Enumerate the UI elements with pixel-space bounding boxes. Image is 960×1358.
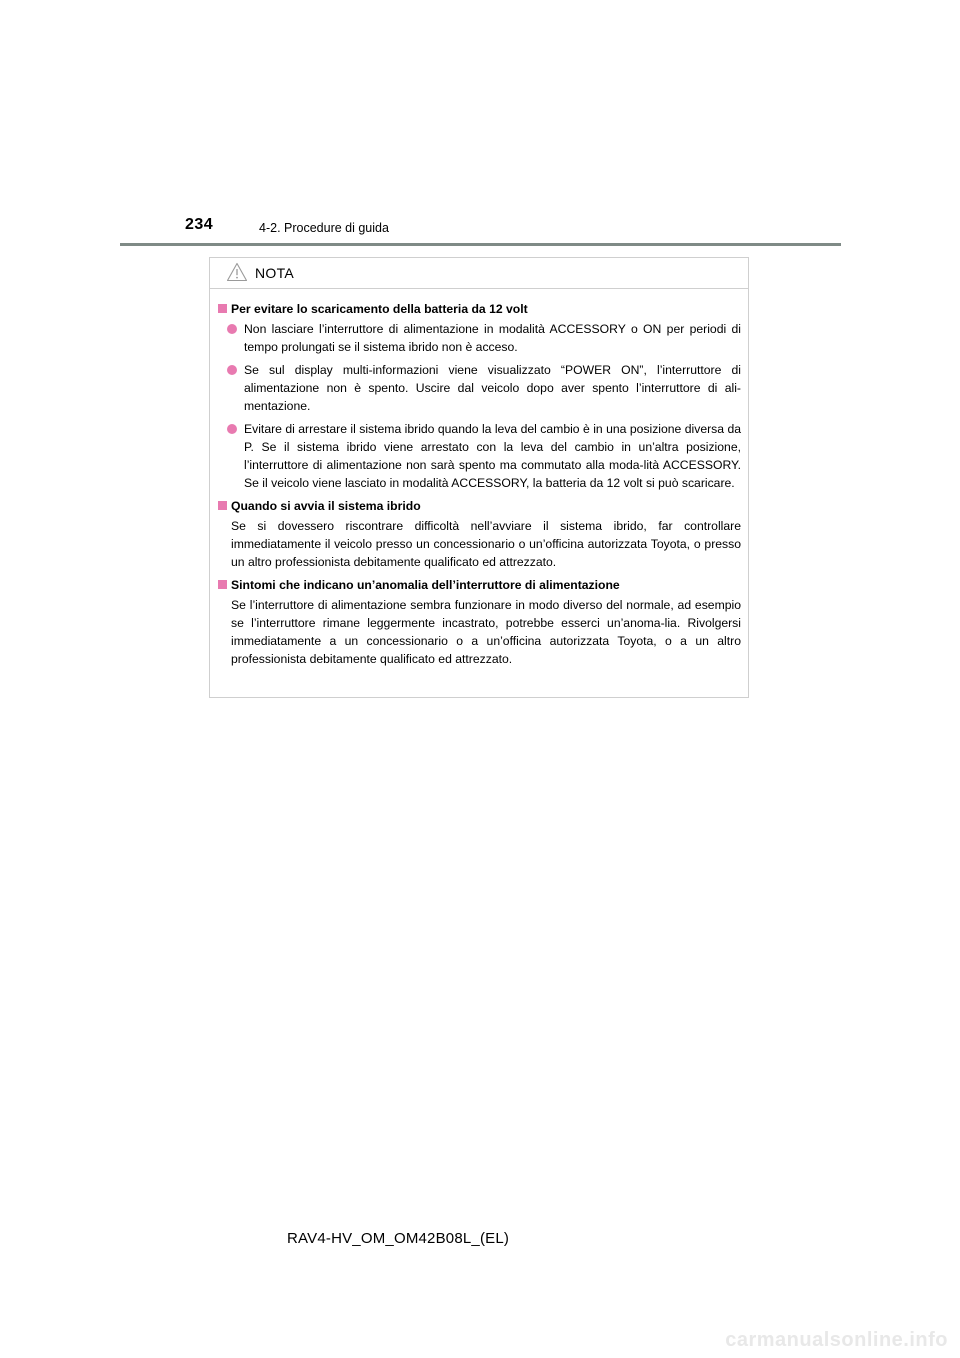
topic-paragraph: Se l’interruttore di alimentazione sembra funzionare in modo diverso del normale, ad esempio se l’interruttore rimane leggermente incastrato, potrebbe esserci un’anoma-lia. Rivolgersi immediatamente a un concessionario o a un’officina autorizzata Toyota, o a un altro professionista debitamente qualificato ed attrezzato. <box>231 598 741 666</box>
nota-body <box>210 289 748 668</box>
topic-battery-drain <box>218 300 741 492</box>
header-divider <box>120 243 841 246</box>
topic-heading-text: Quando si avvia il sistema ibrido <box>231 499 421 513</box>
square-bullet-icon <box>218 304 227 313</box>
list-item-text: Non lasciare l’interruttore di alimentazione in modalità ACCESSORY o ON per periodi di tempo prolungati se il sistema ibrido non è acceso. <box>244 322 741 354</box>
topic-heading <box>218 497 741 515</box>
topic-heading-text: Sintomi che indicano un’anomalia dell’interruttore di alimentazione <box>231 578 620 592</box>
page-number: 234 <box>185 216 214 233</box>
list-item <box>227 320 741 356</box>
topic-heading <box>218 300 741 318</box>
list-item <box>227 361 741 415</box>
topic-heading <box>218 576 741 594</box>
topic-paragraph: Se si dovessero riscontrare difficoltà nell’avviare il sistema ibrido, far controllare immediatamente il veicolo presso un concessionario o un’officina autorizzata Toyota, o presso un altro professionista debitamente qualificato ed attrezzato. <box>231 519 741 569</box>
topic-starting-hybrid <box>218 497 741 571</box>
document-code: RAV4-HV_OM_OM42B08L_(EL) <box>287 1230 510 1247</box>
list-item <box>227 420 741 492</box>
square-bullet-icon <box>218 580 227 589</box>
dot-bullet-icon <box>227 324 237 334</box>
watermark: carmanualsonline.info <box>725 1329 948 1351</box>
list-item-text: Evitare di arrestare il sistema ibrido quando la leva del cambio è in una posizione diversa da P. Se il sistema ibrido viene arrestato con la leva del cambio in un’altra posizione, l’interruttore di alimentazione non sarà spento ma commutato alla moda-lità ACCESSORY. Se il veicolo viene lasciato in modalità ACCESSORY, la batteria da 12 volt si può scaricare. <box>244 422 741 490</box>
section-title: 4-2. Procedure di guida <box>259 221 389 235</box>
warning-triangle-icon <box>226 262 248 282</box>
dot-bullet-icon <box>227 424 237 434</box>
topic-switch-malfunction <box>218 576 741 668</box>
nota-label: NOTA <box>255 265 295 281</box>
list-item-text: Se sul display multi-informazioni viene visualizzato “POWER ON”, l’interruttore di alimentazione non è spento. Uscire dal veicolo dopo aver spento l’interruttore di ali-mentazione. <box>244 363 741 413</box>
square-bullet-icon <box>218 501 227 510</box>
dot-bullet-icon <box>227 365 237 375</box>
nota-box <box>209 257 749 698</box>
nota-header <box>210 258 748 289</box>
topic-heading-text: Per evitare lo scaricamento della batteria da 12 volt <box>231 302 528 316</box>
